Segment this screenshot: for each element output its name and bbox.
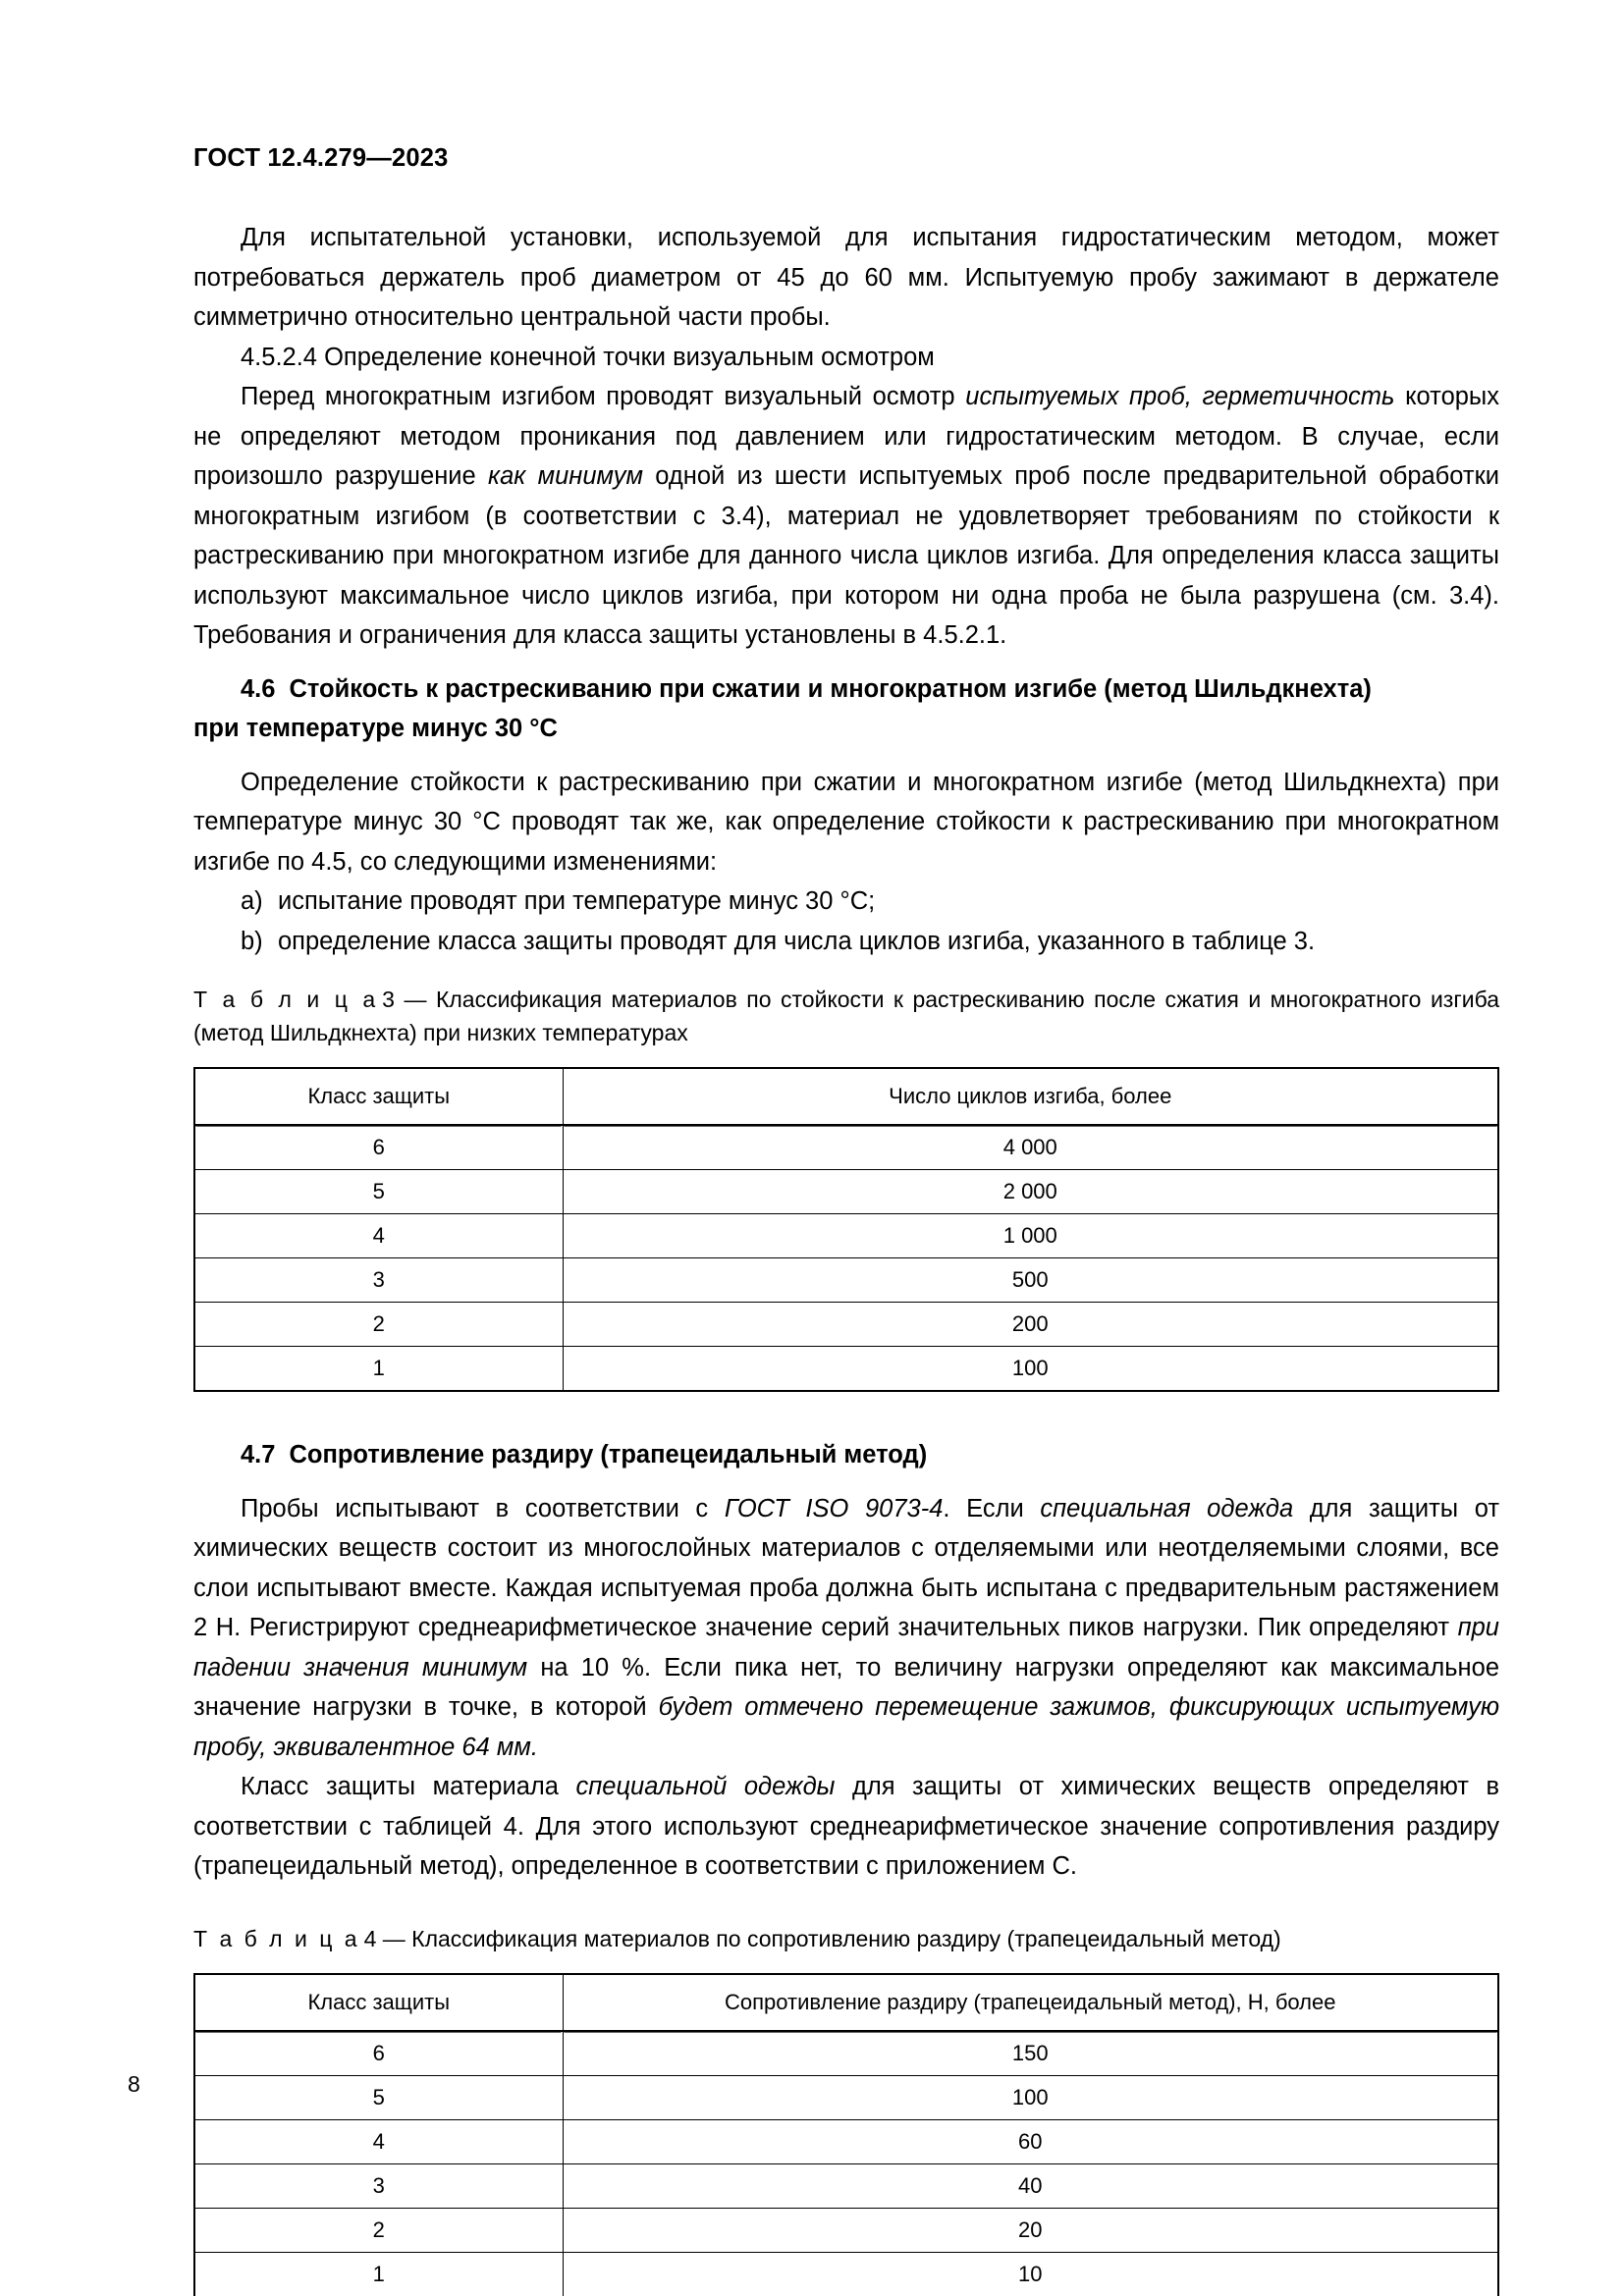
text-segment: Класс защиты материала bbox=[241, 1773, 576, 1800]
italic-emphasis: как минимум bbox=[488, 462, 643, 490]
cell-tear-resistance: 60 bbox=[563, 2119, 1498, 2163]
paragraph-schildknecht-method: Определение стойкости к растрескиванию при сжатии и многократном изгибе (метод Шильдкнехта) при температуре минус 30 °C проводят так же, как определение стойкости к растрескиванию при многократном изгибе по 4.5, со следующими изменениями: bbox=[193, 768, 1499, 876]
column-header-tear-resistance: Сопротивление раздиру (трапецеидальный метод), Н, более bbox=[563, 1974, 1498, 2031]
table-caption-dash: — bbox=[404, 987, 427, 1012]
table-row bbox=[194, 2163, 1498, 2208]
table-caption-number: 3 bbox=[382, 987, 395, 1012]
section-number: 4.7 bbox=[241, 1441, 276, 1468]
table-row bbox=[194, 2208, 1498, 2252]
italic-emphasis: будет отмечено перемещение зажимов, фиксирующих испытуемую пробу, эквивалентное 64 мм. bbox=[193, 1693, 1499, 1761]
table-row bbox=[194, 2031, 1498, 2076]
table-caption-number: 4 bbox=[363, 1925, 377, 1951]
table-caption-label: Т а б л и ц а bbox=[193, 1925, 360, 1951]
table-row bbox=[194, 2252, 1498, 2296]
table-header-row bbox=[194, 1068, 1498, 1125]
cell-bend-cycles: 100 bbox=[563, 1347, 1498, 1392]
list-item-text: определение класса защиты проводят для числа циклов изгиба, указанного в таблице 3. bbox=[278, 927, 1316, 955]
cell-bend-cycles: 1 000 bbox=[563, 1214, 1498, 1258]
cell-tear-resistance: 20 bbox=[563, 2208, 1498, 2252]
cell-tear-resistance: 100 bbox=[563, 2075, 1498, 2119]
text-segment: Перед многократным изгибом проводят визуальный осмотр bbox=[241, 383, 966, 410]
cell-protection-class: 6 bbox=[194, 2031, 563, 2076]
table-caption-text: Классификация материалов по стойкости к растрескиванию после сжатия и многократного изгиба (метод Шильдкнехта) при низких температурах bbox=[193, 987, 1500, 1045]
table-row bbox=[194, 1258, 1498, 1303]
cell-protection-class: 3 bbox=[194, 1258, 563, 1303]
spacer bbox=[193, 1887, 1499, 1922]
table-3 bbox=[193, 1067, 1499, 1392]
text-segment: для защиты от химических веществ состоит из многослойных материалов с отделяемыми или неотделяемыми слоями, все слои испытывают вместе. Каждая испытуемая проба должна быть испытана с предварительным растяжением 2 Н. Регистрируют среднеарифметическое значение серий значительных пиков нагрузки. Пик определяют bbox=[193, 1494, 1499, 1641]
table-row bbox=[194, 1170, 1498, 1214]
italic-emphasis: испытуемых проб, герметичность bbox=[965, 383, 1395, 410]
table-caption-label: Т а б л и ц а bbox=[193, 987, 379, 1012]
table-row bbox=[194, 1347, 1498, 1392]
cell-protection-class: 4 bbox=[194, 2119, 563, 2163]
section-title-line-1: Стойкость к растрескиванию при сжатии и многократном изгибе (метод Шильдкнехта) bbox=[289, 674, 1372, 703]
list-marker: b) bbox=[241, 927, 263, 955]
table-caption-text: Классификация материалов по сопротивлению раздиру (трапецеидальный метод) bbox=[411, 1925, 1281, 1951]
text-segment: для защиты от химических веществ определяют в соответствии с таблицей 4. Для этого используют среднеарифметическое значение сопротивления раздиру (трапецеидальный метод), определенное в соответствии с приложением С. bbox=[193, 1773, 1500, 1880]
spacer bbox=[193, 1049, 1499, 1067]
cell-protection-class: 2 bbox=[194, 2208, 563, 2252]
section-title: Сопротивление раздиру (трапецеидальный метод) bbox=[289, 1441, 928, 1468]
section-number: 4.6 bbox=[241, 674, 276, 703]
list-item-text: испытание проводят при температуре минус 30 °C; bbox=[278, 887, 876, 915]
cell-protection-class: 5 bbox=[194, 1170, 563, 1214]
cell-protection-class: 5 bbox=[194, 2075, 563, 2119]
cell-protection-class: 1 bbox=[194, 2252, 563, 2296]
cell-tear-resistance: 10 bbox=[563, 2252, 1498, 2296]
page-content bbox=[193, 218, 1499, 2296]
clause-4-5-2-4-heading: 4.5.2.4 Определение конечной точки визуальным осмотром bbox=[241, 343, 935, 371]
table-row bbox=[194, 2075, 1498, 2119]
running-header: ГОСТ 12.4.279—2023 bbox=[193, 144, 449, 172]
cell-tear-resistance: 40 bbox=[563, 2163, 1498, 2208]
table-caption-dash: — bbox=[382, 1925, 406, 1951]
paragraph-visual-endpoint bbox=[193, 377, 1499, 656]
list-item-a bbox=[193, 881, 1499, 922]
list-item-b bbox=[193, 922, 1499, 962]
spacer bbox=[193, 1955, 1499, 1973]
cell-protection-class: 3 bbox=[194, 2163, 563, 2208]
paragraph-tear-resistance bbox=[193, 1489, 1499, 1768]
spacer bbox=[193, 656, 1499, 669]
section-title-line-2: при температуре минус 30 °C bbox=[193, 715, 558, 742]
page-number: 8 bbox=[128, 2071, 140, 2097]
table-row bbox=[194, 1214, 1498, 1258]
table-row bbox=[194, 1303, 1498, 1347]
section-4-6-heading bbox=[193, 669, 1499, 749]
spacer bbox=[193, 749, 1499, 763]
cell-bend-cycles: 500 bbox=[563, 1258, 1498, 1303]
paragraph-protection-class-determination bbox=[193, 1767, 1499, 1887]
italic-emphasis: специальной одежды bbox=[575, 1773, 836, 1800]
cell-bend-cycles: 4 000 bbox=[563, 1125, 1498, 1170]
list-marker: a) bbox=[241, 887, 263, 915]
italic-emphasis: при падении значения минимум bbox=[193, 1614, 1499, 1682]
table-row bbox=[194, 1125, 1498, 1170]
table-4-caption bbox=[193, 1922, 1499, 1955]
cell-tear-resistance: 150 bbox=[563, 2031, 1498, 2076]
spacer bbox=[193, 961, 1499, 983]
italic-standard-reference: ГОСТ ISO 9073-4 bbox=[724, 1494, 944, 1522]
column-header-bend-cycles: Число циклов изгиба, более bbox=[563, 1068, 1498, 1125]
cell-protection-class: 4 bbox=[194, 1214, 563, 1258]
spacer bbox=[193, 1392, 1499, 1435]
cell-bend-cycles: 200 bbox=[563, 1303, 1498, 1347]
cell-protection-class: 1 bbox=[194, 1347, 563, 1392]
text-segment: . Если bbox=[943, 1494, 1041, 1522]
text-segment: на 10 %. Если пика нет, то величину нагрузки определяют как максимальное значение нагрузки в точке, в которой bbox=[193, 1653, 1499, 1721]
cell-protection-class: 2 bbox=[194, 1303, 563, 1347]
table-row bbox=[194, 2119, 1498, 2163]
table-4 bbox=[193, 1973, 1499, 2296]
text-segment: Пробы испытывают в соответствии с bbox=[241, 1494, 725, 1522]
spacer bbox=[193, 1475, 1499, 1489]
paragraph-hydrostatic-holder: Для испытательной установки, используемой для испытания гидростатическим методом, может потребоваться держатель проб диаметром от 45 до 60 мм. Испытуемую пробу зажимают в держателе симметрично относительно центральной части пробы. bbox=[193, 224, 1499, 331]
italic-emphasis: специальная одежда bbox=[1040, 1494, 1294, 1522]
text-segment: которых не определяют методом проникания под давлением или гидростатическим методом. В случае, если произошло разрушение bbox=[193, 383, 1500, 490]
table-3-caption bbox=[193, 983, 1499, 1049]
column-header-protection-class: Класс защиты bbox=[194, 1974, 563, 2031]
cell-protection-class: 6 bbox=[194, 1125, 563, 1170]
table-header-row bbox=[194, 1974, 1498, 2031]
text-segment: одной из шести испытуемых проб после предварительной обработки многократным изгибом (в соответствии с 3.4), материал не удовлетворяет требованиям по стойкости к растрескиванию при многократном изгибе для данного числа циклов изгиба. Для определения класса защиты используют максимальное число циклов изгиба, при котором ни одна проба не была разрушена (см. 3.4). Требования и ограничения для класса защиты установлены в 4.5.2.1. bbox=[193, 462, 1499, 649]
cell-bend-cycles: 2 000 bbox=[563, 1170, 1498, 1214]
section-4-7-heading bbox=[193, 1435, 1499, 1475]
column-header-protection-class: Класс защиты bbox=[194, 1068, 563, 1125]
